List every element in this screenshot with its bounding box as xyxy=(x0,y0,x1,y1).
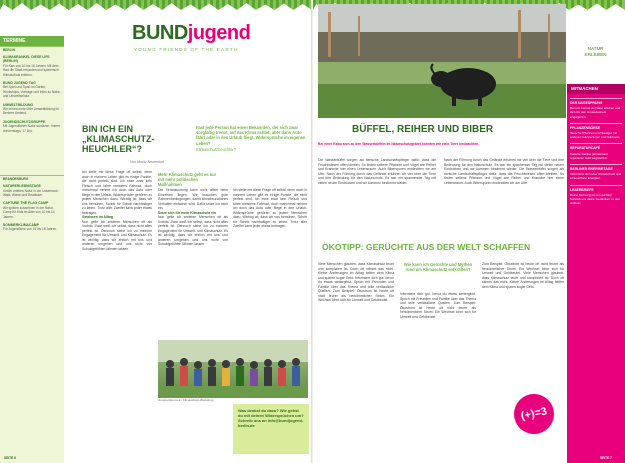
cta-badge: (+)=3 xyxy=(510,390,557,437)
pull-quote: Fast jede Person hat einen Bekannten, der sich zwar sorgfältig trennt, auf das Klima achtet, aber dann Auto fährt oder in den Urlaub fliegt. Widersprüche im eigenen Leben? Klimaschutzheuchler? xyxy=(196,125,306,152)
sidebar-entry: DER NAGESPRUNG Bei uns kannst du Natur erleben und dich für den Umweltschutz engagieren. xyxy=(567,96,625,121)
ecotip-column-2: Informiere dich gut, bevor du etwas weitergibst. Sprich mit Freunden und Familie über das Thema und teile verlässliche Quellen. Zum Beispiel: Ökostrom ist heute oft nicht teurer als herkömmlicher Strom. Ein Wechsel lohnt sich für Umwelt und Geldbeutel. xyxy=(400,292,476,319)
sidebar-location: BRANDENBURG xyxy=(0,175,64,182)
sidebar-entry: REPARATURCAFÉ Kaputte Geräte gemeinsam reparieren statt wegwerfen. xyxy=(567,141,625,162)
group-photo xyxy=(158,340,308,398)
page-number: SEITE 7 xyxy=(600,456,612,460)
sidebar-entry: BUND JUGEND TAG Bei Spiel und Spaß im Garten, Workshops, Vorträge und Infos zu Natur- und Umweltschutz. xyxy=(3,81,61,99)
article-author: Von Moritz Neuendorf xyxy=(130,160,164,164)
sidebar-entry: BERLINER ENERGIETAGE Informiere dich über Klimaschutz und erneuerbare Energien. xyxy=(567,162,625,183)
ecotip-headline: ÖKOTIPP: GERÜCHTE AUS DER WELT SCHAFFEN xyxy=(322,242,531,252)
article-kicker: Bei einer Exkursion zu den Wasserbüffeln im Naturschutzgebiet konnten wir viele Tiere beobachten. xyxy=(318,142,480,146)
article-column-1: Ich stelle mir diese Frage oft selbst, denn auch in meinem Leben gibt es einige Punkte, die nicht perfekt sind. Ich esse zwar kein Fleisch und fahre meistens Fahrrad, doch manchmal nehme ich doch das Auto oder fliege in den Urlaub. Widersprüche gehören zu jedem Menschen dazu. Wichtig ist, dass wir uns bemühen, Schritt für Schritt nachhaltiger zu leben. Trotz aller Zweifel kann jeder etwas beitragen. Gewissen im Alltag Nun gelte ich anderen Menschen oft als Vorbild. Zwar weiß ich selbst, dass nicht alles perfekt ist. Dennoch stehe ich zu meinem Engagement für Umwelt- und Klimaschutz. Es ist wichtig, dass wir ehrlich mit uns und anderen umgehen und uns nicht von Schuldgefühlen lähmen lassen. xyxy=(82,170,152,251)
sidebar-entry: KLIMAKRANKEL DIESE LIFE (BERLIN) Für Kids von 10 bis 16 Jahren: Mit dem Rad die Stadt erkunden und spielerisch Klimaschutz erleben. xyxy=(3,55,59,77)
sidebar-location: BERLIN xyxy=(0,46,64,53)
ecotip-column-1: Viele Menschen glauben, dass Klimaschutz teuer und kompliziert ist. Doch oft stimmt das nicht. Kleine Änderungen im Alltag helfen dem Klima und sparen sogar Geld. Informiere dich gut, bevor du etwas weitergibst. Sprich mit Freunden und Familie über das Thema und teile verlässliche Quellen. Zum Beispiel: Ökostrom ist heute oft nicht teurer als herkömmlicher Strom. Ein Wechsel lohnt sich für Umwelt und Geldbeutel. xyxy=(318,262,394,302)
article-column-2: Nach der Führung durch das Gelände erfuhren wir viel über die Tiere und ihre Bedeutung für den Naturschutz. Es war ein spannender Tag mit vielen neuen Eindrücken und wir kommen bestimmt wieder. Die Wasserbüffel sorgen als tierische Landschaftspfleger dafür, dass die Feuchtwiesen offen bleiben. So finden seltene Pflanzen und Vögel wie Reiher und Kraniche hier einen Lebensraum. Auch Biberspuren entdeckten wir am Ufer. xyxy=(444,158,564,185)
sidebar-entry: PFLANZENBÖRSE Tausche Pflanzen und Saatgut mit anderen Gärtnerinnen und Gärtnern. xyxy=(567,121,625,142)
article-headline: BÜFFEL, REIHER UND BIBER xyxy=(352,124,494,135)
sidebar-entry: CAPTURE THE FLAG CAMP Wir spielen zusammen in der Natur. Camp für Kids im Alter von 10 bis 14 Jahren. xyxy=(3,201,55,219)
article-column-1: Die Wasserbüffel sorgen als tierische Landschaftspfleger dafür, dass die Feuchtwiesen offen bleiben. So finden seltene Pflanzen und Vögel wie Reiher und Kraniche hier einen Lebensraum. Auch Biberspuren entdeckten wir am Ufer. Nach der Führung durch das Gelände erfuhren wir viel über die Tiere und ihre Bedeutung für den Naturschutz. Es war ein spannender Tag mit vielen neuen Eindrücken und wir kommen bestimmt wieder. xyxy=(318,158,436,185)
sidebar-entry: LESERBRIEFE Deine Meinung ist uns wichtig! Schreib uns deine Gedanken zu den Artikeln. xyxy=(567,183,625,208)
article-column-2: Die Verantwortung kann nicht allein beim Einzelnen liegen. Wir brauchen gute Rahmenbedingungen, damit klimafreundliches Verhalten einfacher wird. Dafür setze ich mich ein. Setze sich für mehr Klimaschutz ein Nun gelte ich anderen Menschen oft als Vorbild. Zwar weiß ich selbst, dass nicht alles perfekt ist. Dennoch stehe ich zu meinem Engagement für Umwelt- und Klimaschutz. Es ist wichtig, dass wir ehrlich mit uns und anderen umgehen und uns nicht von Schuldgefühlen lähmen lassen. xyxy=(158,188,228,246)
article-headline: BIN ICH EIN „KLIMASCHUTZ-HEUCHLER“? xyxy=(82,124,155,154)
sidebar-entry: UMWELTBILDUNG Wir lernen mehr über Umweltbildung im Berliner Umland. xyxy=(3,102,59,116)
buffalo-photo xyxy=(318,4,566,118)
highlight-text: Mehr Klimaschutz geht es nur mit mehr politischen Maßnahmen xyxy=(158,172,217,188)
ecotip-column-3: Zum Beispiel: Ökostrom ist heute oft nicht teurer als herkömmlicher Strom. Ein Wechsel lohnt sich für Umwelt und Geldbeutel. Viele Menschen glauben, dass Klimaschutz teuer und kompliziert ist. Doch oft stimmt das nicht. Kleine Änderungen im Alltag helfen dem Klima und sparen sogar Geld. xyxy=(482,262,564,289)
photo-caption: Gruppenfoto beim Klimaschutz-Workshop xyxy=(158,398,214,402)
section-label: NATUR ERLEBEN xyxy=(584,46,607,57)
sidebar-title: TERMINE xyxy=(0,36,64,46)
article-column-3: Ich stelle mir diese Frage oft selbst, denn auch in meinem Leben gibt es einige Punkte, die nicht perfekt sind. Ich esse zwar kein Fleisch und fahre meistens Fahrrad, doch manchmal nehme ich doch das Auto oder fliege in den Urlaub. Widersprüche gehören zu jedem Menschen dazu. Wichtig ist, dass wir uns bemühen, Schritt für Schritt nachhaltiger zu leben. Trotz aller Zweifel kann jeder etwas beitragen. xyxy=(233,188,307,228)
page-number: SEITE 6 xyxy=(4,456,16,460)
reader-question-box: Was denkst du dazu? Wie gehst du mit deinen Widersprüchen um? Schreib uns an info@bundjugend-berlin.de xyxy=(233,404,309,454)
bund-jugend-logo: BUNDjugend YOUNG FRIENDS OF THE EARTH xyxy=(132,22,251,52)
sidebar-title: MITMACHEN xyxy=(567,84,625,94)
sidebar-entry: SOMMERKLIMACAMP Für Jugendliche von 14 bis 18 Jahren. xyxy=(3,222,58,232)
grass-border xyxy=(0,0,312,10)
left-sidebar xyxy=(0,36,64,463)
sidebar-entry: JUGENDSCHUTZGRUPPE Mit Jugendlichen Natur schützen. Immer donnerstags, 17 Uhr. xyxy=(3,119,61,133)
right-sidebar xyxy=(567,84,625,463)
sidebar-entry: NATURERLEBNISTAGE Kinder erleben Natur in der Uckermark: Wald, Wiese und Gewässer. xyxy=(3,184,59,197)
ecotip-quote: Wie kann ich Gerüchte und Mythen rund um Klimaschutz entkräften? xyxy=(403,262,473,273)
left-page xyxy=(0,0,312,463)
